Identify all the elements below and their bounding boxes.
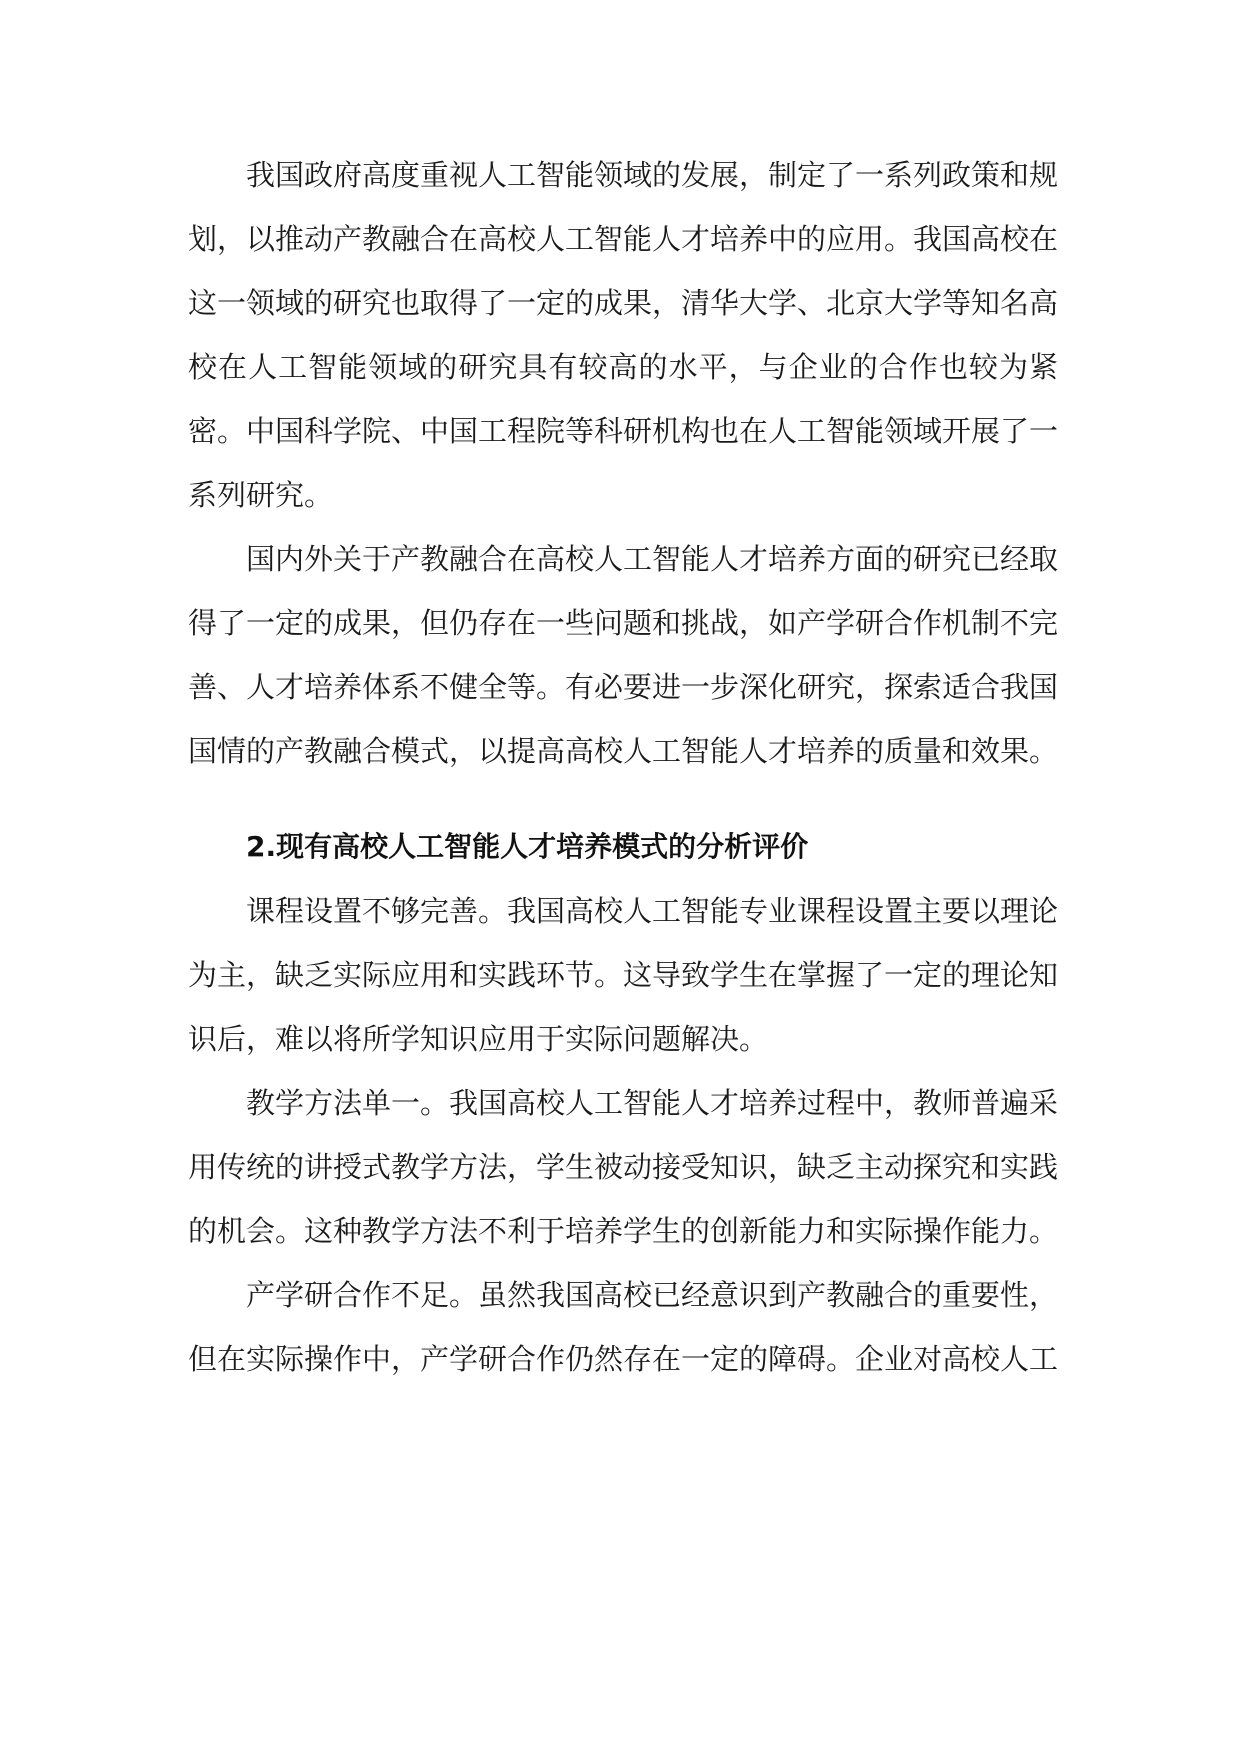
paragraph-industry-cooperation: 产学研合作不足。虽然我国高校已经意识到产教融合的重要性，但在实际操作中，产学研合作仍然存在一定的障碍。企业对高校人工 bbox=[188, 1278, 1059, 1376]
paragraph-research-status: 国内外关于产教融合在高校人工智能人才培养方面的研究已经取得了一定的成果，但仍存在一些问题和挑战，如产学研合作机制不完善、人才培养体系不健全等。有必要进一步深化研究，探索适合我国国情的产教融合模式，以提高高校人工智能人才培养的质量和效果。 bbox=[188, 542, 1059, 768]
paragraph-teaching-method: 教学方法单一。我国高校人工智能人才培养过程中，教师普遍采用传统的讲授式教学方法，学生被动接受知识，缺乏主动探究和实践的机会。这种教学方法不利于培养学生的创新能力和实际操作能力。 bbox=[188, 1086, 1059, 1248]
section-heading: 2.现有高校人工智能人才培养模式的分析评价 bbox=[246, 830, 809, 863]
paragraph-curriculum: 课程设置不够完善。我国高校人工智能专业课程设置主要以理论为主，缺乏实际应用和实践环节。这导致学生在掌握了一定的理论知识后，难以将所学知识应用于实际问题解决。 bbox=[188, 894, 1059, 1056]
document-body bbox=[188, 143, 1058, 1391]
paragraph-government-policy: 我国政府高度重视人工智能领域的发展，制定了一系列政策和规划，以推动产教融合在高校人工智能人才培养中的应用。我国高校在这一领域的研究也取得了一定的成果，清华大学、北京大学等知名高校在人工智能领域的研究具有较高的水平，与企业的合作也较为紧密。中国科学院、中国工程院等科研机构也在人工智能领域开展了一系列研究。 bbox=[188, 158, 1059, 512]
